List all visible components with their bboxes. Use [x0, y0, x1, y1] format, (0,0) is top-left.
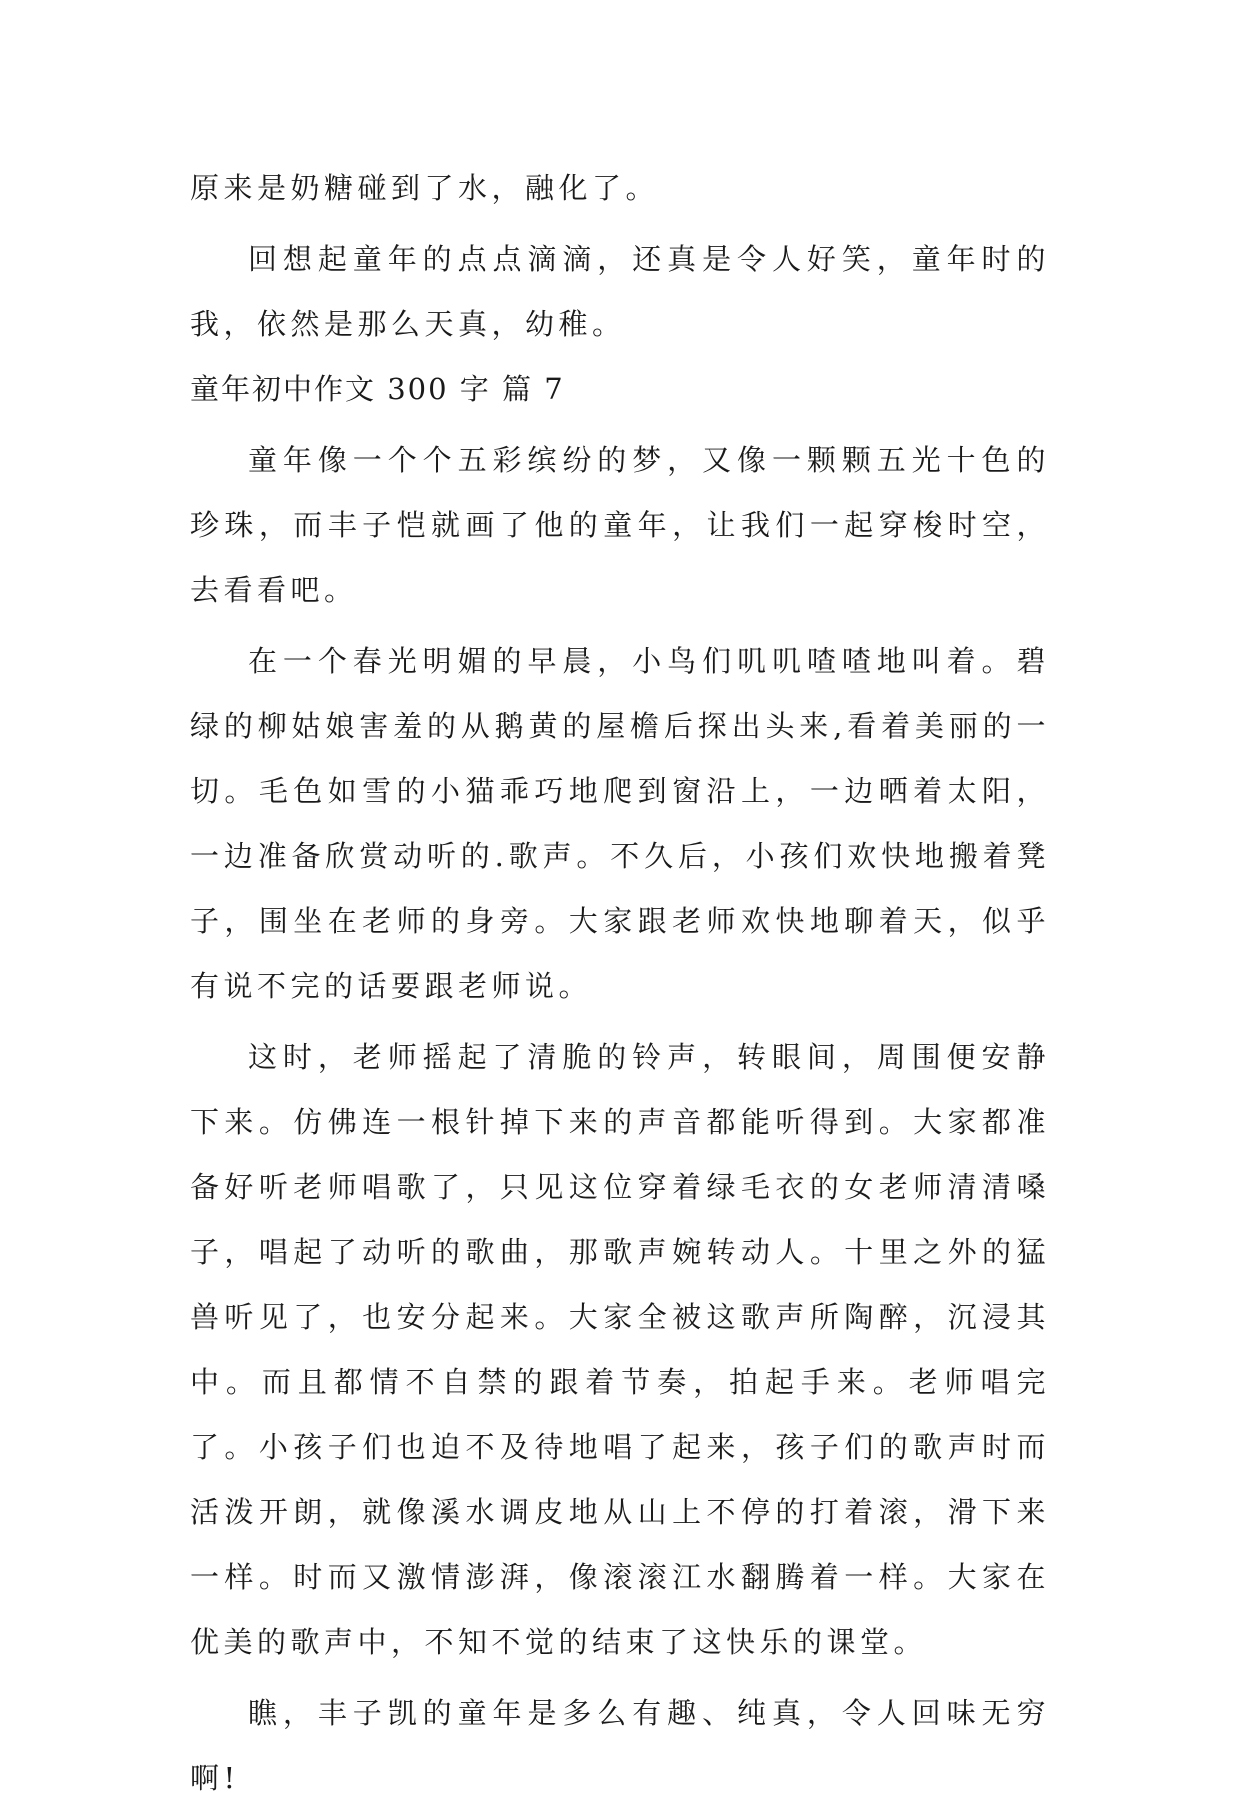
paragraph-reflection: 回想起童年的点点滴滴，还真是令人好笑，童年时的我，依然是那么天真，幼稚。 — [190, 242, 1050, 341]
paragraph-conclusion: 瞧，丰子凯的童年是多么有趣、纯真，令人回味无穷啊! — [190, 1696, 1050, 1795]
paragraph-singing: 这时，老师摇起了清脆的铃声，转眼间，周围便安静下来。仿佛连一根针掉下来的声音都能听得到。大家都准备好听老师唱歌了，只见这位穿着绿毛衣的女老师清清嗓子，唱起了动听的歌曲，那歌声婉转动人。十里之外的猛兽听见了，也安分起来。大家全被这歌声所陶醉，沉浸其中。而且都情不自禁的跟着节奏，拍起手来。老师唱完了。小孩子们也迫不及待地唱了起来，孩子们的歌声时而活泼开朗，就像溪水调皮地从山上不停的打着滚，滑下来一样。时而又激情澎湃，像滚滚江水翻腾着一样。大家在优美的歌声中，不知不觉的结束了这快乐的课堂。 — [190, 1040, 1050, 1659]
document-body — [190, 156, 1050, 1811]
paragraph-continuation: 原来是奶糖碰到了水，融化了。 — [190, 171, 660, 205]
section-heading: 童年初中作文 300 字 篇 7 — [190, 372, 565, 406]
paragraph-intro: 童年像一个个五彩缤纷的梦，又像一颗颗五光十色的珍珠，而丰子恺就画了他的童年，让我们一起穿梭时空，去看看吧。 — [190, 443, 1050, 607]
paragraph-morning-scene: 在一个春光明媚的早晨，小鸟们叽叽喳喳地叫着。碧绿的柳姑娘害羞的从鹅黄的屋檐后探出头来,看着美丽的一切。毛色如雪的小猫乖巧地爬到窗沿上，一边晒着太阳，一边准备欣赏动听的.歌声。不久后，小孩们欢快地搬着凳子，围坐在老师的身旁。大家跟老师欢快地聊着天，似乎有说不完的话要跟老师说。 — [190, 644, 1050, 1003]
